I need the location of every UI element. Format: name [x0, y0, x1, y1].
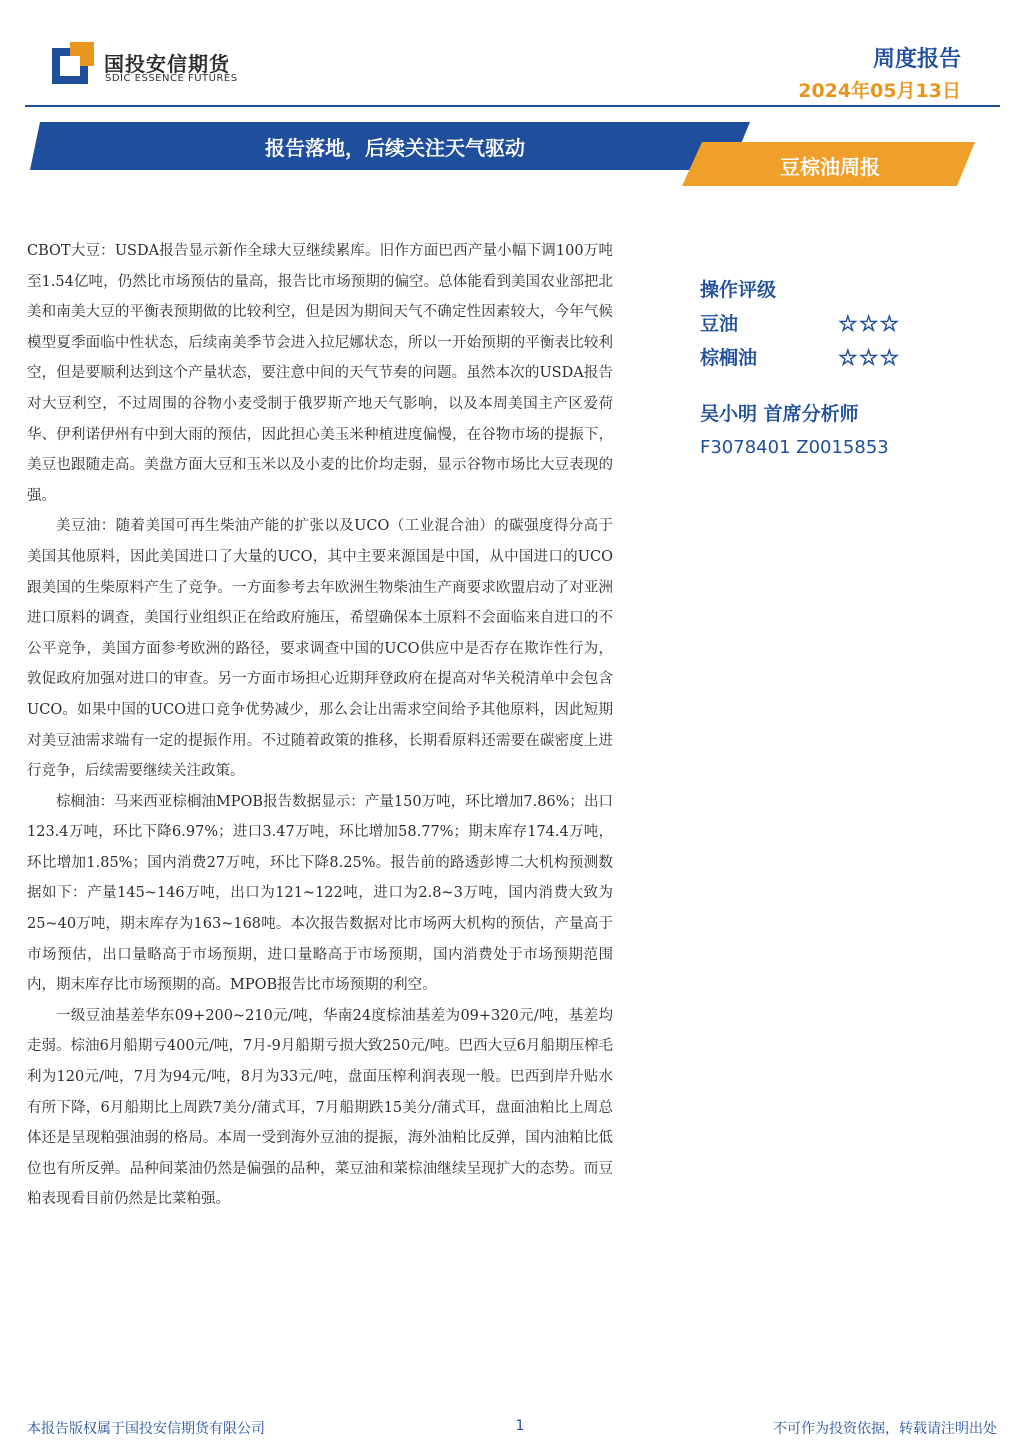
analyst-license-ids: F3078401 Z0015853: [700, 437, 889, 458]
report-type: 周度报告: [872, 47, 961, 72]
report-title: 报告落地，后续关注天气驱动: [265, 136, 525, 160]
rating-title: 操作评级: [700, 279, 777, 301]
company-logo: [52, 42, 252, 92]
star-rating-icon: ☆☆☆: [838, 345, 901, 371]
logo-en-text: SDIC ESSENCE FUTURES: [105, 73, 238, 84]
logo-cn-text: 国投安信期货: [104, 52, 230, 76]
page-number: 1: [515, 1418, 525, 1434]
report-date: 2024年05月13日: [798, 80, 961, 102]
paragraph-us-soyoil: 美豆油：随着美国可再生柴油产能的扩张以及UCO（工业混合油）的碳强度得分高于美国其他原料，因此美国进口了大量的UCO，其中主要来源国是中国，从中国进口的UCO跟美国的生柴原料产生了竞争。一方面参考去年欧洲生物柴油生产商要求欧盟启动了对亚洲进口原料的调查，美国行业组织正在给政府施压，希望确保本土原料不会面临来自进口的不公平竞争，美国方面参考欧洲的路径，要求调查中国的UCO供应中是否存在欺诈性行为，敦促政府加强对进口的审查。另一方面市场担心近期拜登政府在提高对华关税清单中会包含UCO。如果中国的UCO进口竞争优势减少，那么会让出需求空间给予其他原料，因此短期对美豆油需求端有一定的提振作用。不过随着政策的推移，长期看原料还需要在碳密度上进行竞争，后续需要继续关注政策。: [27, 518, 613, 780]
footer-copyright: 本报告版权属于国投安信期货有限公司: [27, 1421, 265, 1437]
logo-mark-icon: [52, 42, 98, 86]
footer-disclaimer: 不可作为投资依据，转载请注明出处: [773, 1421, 997, 1437]
sidebar: [700, 273, 960, 465]
paragraph-basis: 一级豆油基差华东09+200~210元/吨，华南24度棕油基差为09+320元/吨，基差均走弱。棕油6月船期亏400元/吨，7月-9月船期亏损大致250元/吨。巴西大豆6月船期压榨毛利为120元/吨，7月为94元/吨，8月为33元/吨，盘面压榨利润表现一般。巴西到岸升贴水有所下降，6月船期比上周跌7美分/蒲式耳，7月船期跌15美分/蒲式耳，盘面油粕比上周总体还是呈现粕强油弱的格局。本周一受到海外豆油的提振，海外油粕比反弹，国内油粕比低位也有所反弹。品种间菜油仍然是偏强的品种，菜豆油和菜棕油继续呈现扩大的态势。而豆粕表现看目前仍然是比菜粕强。: [27, 1007, 613, 1208]
paragraph-palm-oil: 棕榈油：马来西亚棕榈油MPOB报告数据显示：产量150万吨，环比增加7.86%；出口123.4万吨，环比下降6.97%；进口3.47万吨，环比增加58.77%；期末库存174.4万吨，环比增加1.85%；国内消费27万吨，环比下降8.25%。报告前的路透彭博二大机构预测数据如下：产量145~146万吨，出口为121~122吨，进口为2.8~3万吨，国内消费大致为25~40万吨，期末库存为163~168吨。本次报告数据对比市场两大机构的预估，产量高于市场预估，出口量略高于市场预期，进口量略高于市场预期，国内消费处于市场预期范围内，期末库存比市场预期的高。MPOB报告比市场预期的利空。: [27, 793, 613, 994]
header-divider: [25, 105, 1000, 107]
report-category-tag: 豆棕油周报: [780, 155, 880, 179]
rating-label: 豆油: [700, 313, 739, 335]
report-body: [27, 236, 613, 1215]
analyst-name: 吴小明 首席分析师: [700, 403, 859, 425]
rating-row-soyoil: [700, 307, 960, 341]
rating-label: 棕榈油: [700, 347, 758, 369]
star-rating-icon: ☆☆☆: [838, 311, 901, 337]
paragraph-cbot-soybean: CBOT大豆：USDA报告显示新作全球大豆继续累库。旧作方面巴西产量小幅下调100万吨至1.54亿吨，仍然比市场预估的量高，报告比市场预期的偏空。总体能看到美国农业部把北美和南美大豆的平衡表预期做的比较利空，但是因为期间天气不确定性因素较大，今年气候模型夏季面临中性状态，后续南美季节会进入拉尼娜状态，所以一开始预期的平衡表比较利空，但是要顺利达到这个产量状态，要注意中间的天气节奏的问题。虽然本次的USDA报告对大豆利空，不过周围的谷物小麦受制于俄罗斯产地天气影响，以及本周美国主产区爱荷华、伊利诺伊州有中到大雨的预估，因此担心美玉米种植进度偏慢，在谷物市场的提振下，美豆也跟随走高。美盘方面大豆和玉米以及小麦的比价均走弱，显示谷物市场比大豆表现的强。: [27, 243, 613, 504]
rating-row-palm-oil: [700, 341, 960, 375]
